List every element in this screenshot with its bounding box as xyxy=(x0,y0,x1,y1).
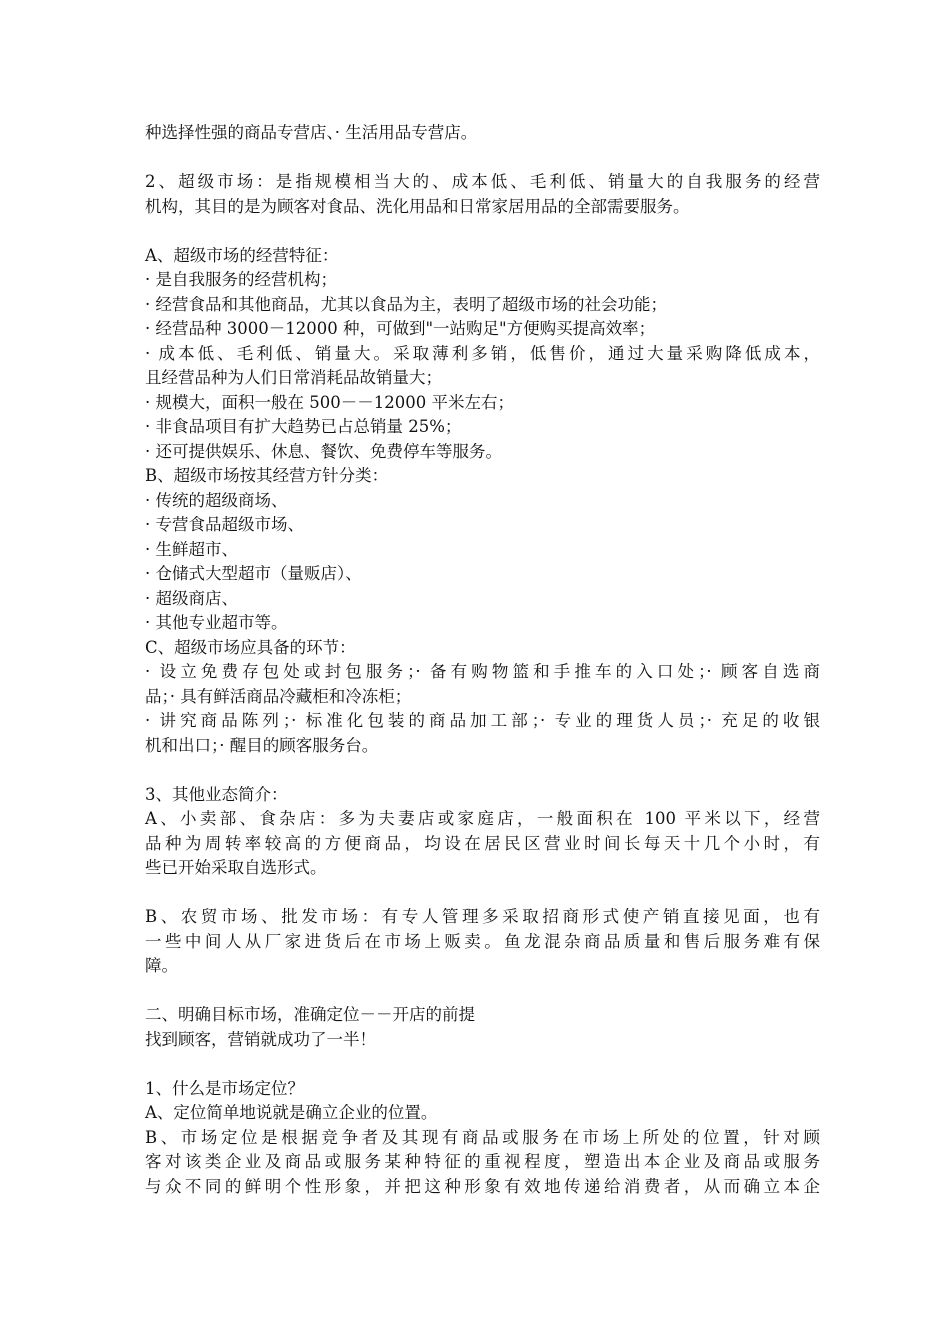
text-line: 些已开始采取自选形式。 xyxy=(145,858,327,877)
bullet-item: · 生鲜超市、 xyxy=(145,539,238,559)
section-heading: 3、其他业态简介： xyxy=(145,784,288,804)
blank-line xyxy=(145,979,820,1004)
text-line: 机构，其目的是为顾客对食品、洗化用品和日常家居用品的全部需要服务。 xyxy=(145,196,690,216)
text-line: 找到顾客，营销就成功了一半！ xyxy=(145,1029,376,1049)
text-line: · 设立免费存包处或封包服务；· 备有购物篮和手推车的入口处；· 顾客自选商 xyxy=(145,662,820,681)
text-line: 一些中间人从厂家进货后在市场上贩卖。鱼龙混杂商品质量和售后服务难有保 xyxy=(145,931,820,951)
bullet-item: · 是自我服务的经营机构； xyxy=(145,270,337,289)
bullet-item: · 仓储式大型超市（量贩店）、 xyxy=(145,564,362,583)
bullet-item: · 其他专业超市等。 xyxy=(145,613,288,632)
bullet-item: · 传统的超级商场、 xyxy=(145,490,288,510)
section-heading: B、超级市场按其经营方针分类： xyxy=(145,466,389,485)
text-line: 且经营品种为人们日常消耗品故销量大； xyxy=(145,368,442,387)
bullet-item: · 规模大，面积一般在 500－－12000 平米左右； xyxy=(145,392,514,412)
section-heading: C、超级市场应具备的环节： xyxy=(145,637,356,657)
text-line: 客对该类企业及商品或服务某种特征的重视程度，塑造出本企业及商品或服务 xyxy=(145,1152,820,1171)
blank-line xyxy=(145,219,820,244)
bullet-item: · 非食品项目有扩大趋势已占总销量 25%； xyxy=(145,417,462,436)
blank-line xyxy=(145,881,820,906)
bullet-item: · 经营品种 3000－12000 种，可做到"一站购足"方便购买提高效率； xyxy=(145,319,656,338)
bullet-item: · 专营食品超级市场、 xyxy=(145,515,304,534)
bullet-item: · 成本低、毛利低、销量大。采取薄利多销，低售价，通过大量采购降低成本， xyxy=(145,343,820,363)
text-line: 与众不同的鲜明个性形象，并把这种形象有效地传递给消费者，从而确立本企 xyxy=(145,1176,820,1196)
text-line: · 讲究商品陈列；· 标准化包装的商品加工部；· 专业的理货人员；· 充足的收银 xyxy=(145,711,820,730)
text-line: 障。 xyxy=(145,956,178,975)
blank-line xyxy=(145,146,820,171)
bullet-item: · 还可提供娱乐、休息、餐饮、免费停车等服务。 xyxy=(145,441,502,461)
text-line: B、农贸市场、批发市场：有专人管理多采取招商形式使产销直接见面，也有 xyxy=(145,907,820,926)
text-line: 品；· 具有鲜活商品冷藏柜和冷冻柜； xyxy=(145,686,412,706)
blank-line xyxy=(145,1052,820,1077)
blank-line xyxy=(145,758,820,783)
bullet-item: · 超级商店、 xyxy=(145,588,238,608)
text-line: B、市场定位是根据竞争者及其现有商品或服务在市场上所处的位置，针对顾 xyxy=(145,1127,820,1147)
chapter-heading: 二、明确目标市场，准确定位－－开店的前提 xyxy=(145,1005,475,1024)
text-line: 机和出口；· 醒目的顾客服务台。 xyxy=(145,735,379,755)
text-line: 品种为周转率较高的方便商品，均设在居民区营业时间长每天十几个小时，有 xyxy=(145,833,820,853)
bullet-item: · 经营食品和其他商品，尤其以食品为主，表明了超级市场的社会功能； xyxy=(145,294,667,314)
document-body xyxy=(145,121,820,1199)
text-line: A、小卖部、食杂店：多为夫妻店或家庭店，一般面积在 100 平米以下，经营 xyxy=(145,809,820,828)
section-heading: 1、什么是市场定位？ xyxy=(145,1078,304,1098)
text-line: 种选择性强的商品专营店、· 生活用品专营店。 xyxy=(145,123,478,142)
text-line: A、定位简单地说就是确立企业的位置。 xyxy=(145,1103,438,1122)
section-heading: A、超级市场的经营特征： xyxy=(145,245,339,265)
text-line: 2、超级市场：是指规模相当大的、成本低、毛利低、销量大的自我服务的经营 xyxy=(145,172,820,191)
